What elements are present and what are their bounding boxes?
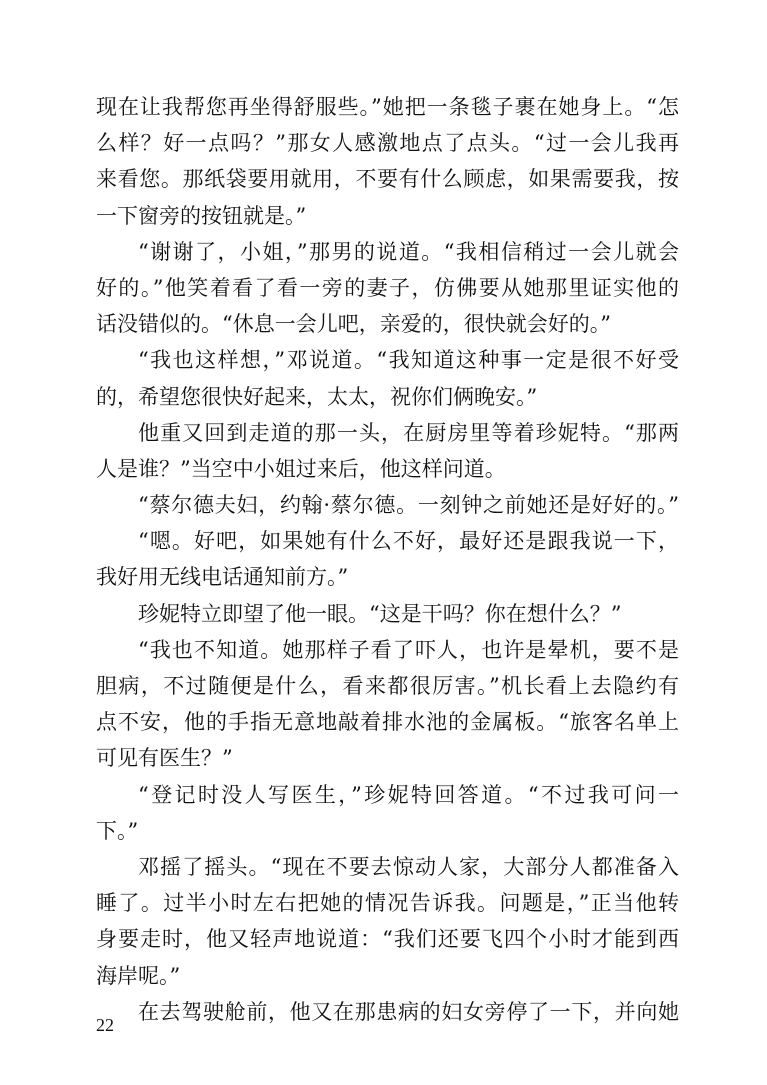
text-line: 好的。”他笑着看了看一旁的妻子，仿佛要从她那里证实他的 xyxy=(96,275,679,300)
text-line: 珍妮特立即望了他一眼。“这是干吗？你在想什么？” xyxy=(138,601,622,626)
text-line: 在去驾驶舱前，他又在那患病的妇女旁停了一下，并向她 xyxy=(138,999,679,1024)
text-line: “谢谢了，小姐，”那男的说道。“我相信稍过一会儿就会 xyxy=(138,239,679,264)
text-line: “登记时没人写医生，”珍妮特回答道。“不过我可问一 xyxy=(138,782,679,807)
text-line: 么样？好一点吗？”那女人感激地点了点头。“过一会儿我再 xyxy=(96,131,679,156)
page-number: 22 xyxy=(96,1015,114,1035)
text-line: 现在让我帮您再坐得舒服些。”她把一条毯子裹在她身上。“怎 xyxy=(96,95,679,119)
text-line: “我也这样想，”邓说道。“我知道这种事一定是很不好受 xyxy=(138,348,679,373)
body-text xyxy=(96,89,679,1030)
text-line: 他重又回到走道的那一头，在厨房里等着珍妮特。“那两 xyxy=(138,420,679,445)
text-line: 的，希望您很快好起来，太太，祝你们俩晚安。” xyxy=(96,384,538,409)
text-line: 睡了。过半小时左右把她的情况告诉我。问题是，”正当他转 xyxy=(96,891,679,916)
text-line: 海岸呢。” xyxy=(96,963,181,988)
text-line: 点不安，他的手指无意地敲着排水池的金属板。“旅客名单上 xyxy=(96,710,679,735)
text-line: 人是谁？”当空中小姐过来后，他这样问道。 xyxy=(96,456,506,481)
text-line: 下。” xyxy=(96,818,139,843)
text-line: 邓摇了摇头。“现在不要去惊动人家，大部分人都准备入 xyxy=(138,854,679,879)
text-line: 来看您。那纸袋要用就用，不要有什么顾虑，如果需要我，按 xyxy=(96,167,679,192)
text-line: 话没错似的。“休息一会儿吧，亲爱的，很快就会好的。” xyxy=(96,312,611,337)
text-line: “我也不知道。她那样子看了吓人，也许是晕机，要不是 xyxy=(138,637,679,662)
text-line: “嗯。好吧，如果她有什么不好，最好还是跟我说一下， xyxy=(138,529,679,554)
text-line: 身要走时，他又轻声地说道：“我们还要飞四个小时才能到西 xyxy=(96,927,679,952)
text-line: “蔡尔德夫妇，约翰·蔡尔德。一刻钟之前她还是好好的。” xyxy=(138,493,679,518)
text-line: 我好用无线电话通知前方。” xyxy=(96,565,349,590)
text-line: 胆病，不过随便是什么，看来都很厉害。”机长看上去隐约有 xyxy=(96,674,679,698)
text-line: 可见有医生？” xyxy=(96,746,233,771)
text-line: 一下窗旁的按钮就是。” xyxy=(96,203,307,228)
